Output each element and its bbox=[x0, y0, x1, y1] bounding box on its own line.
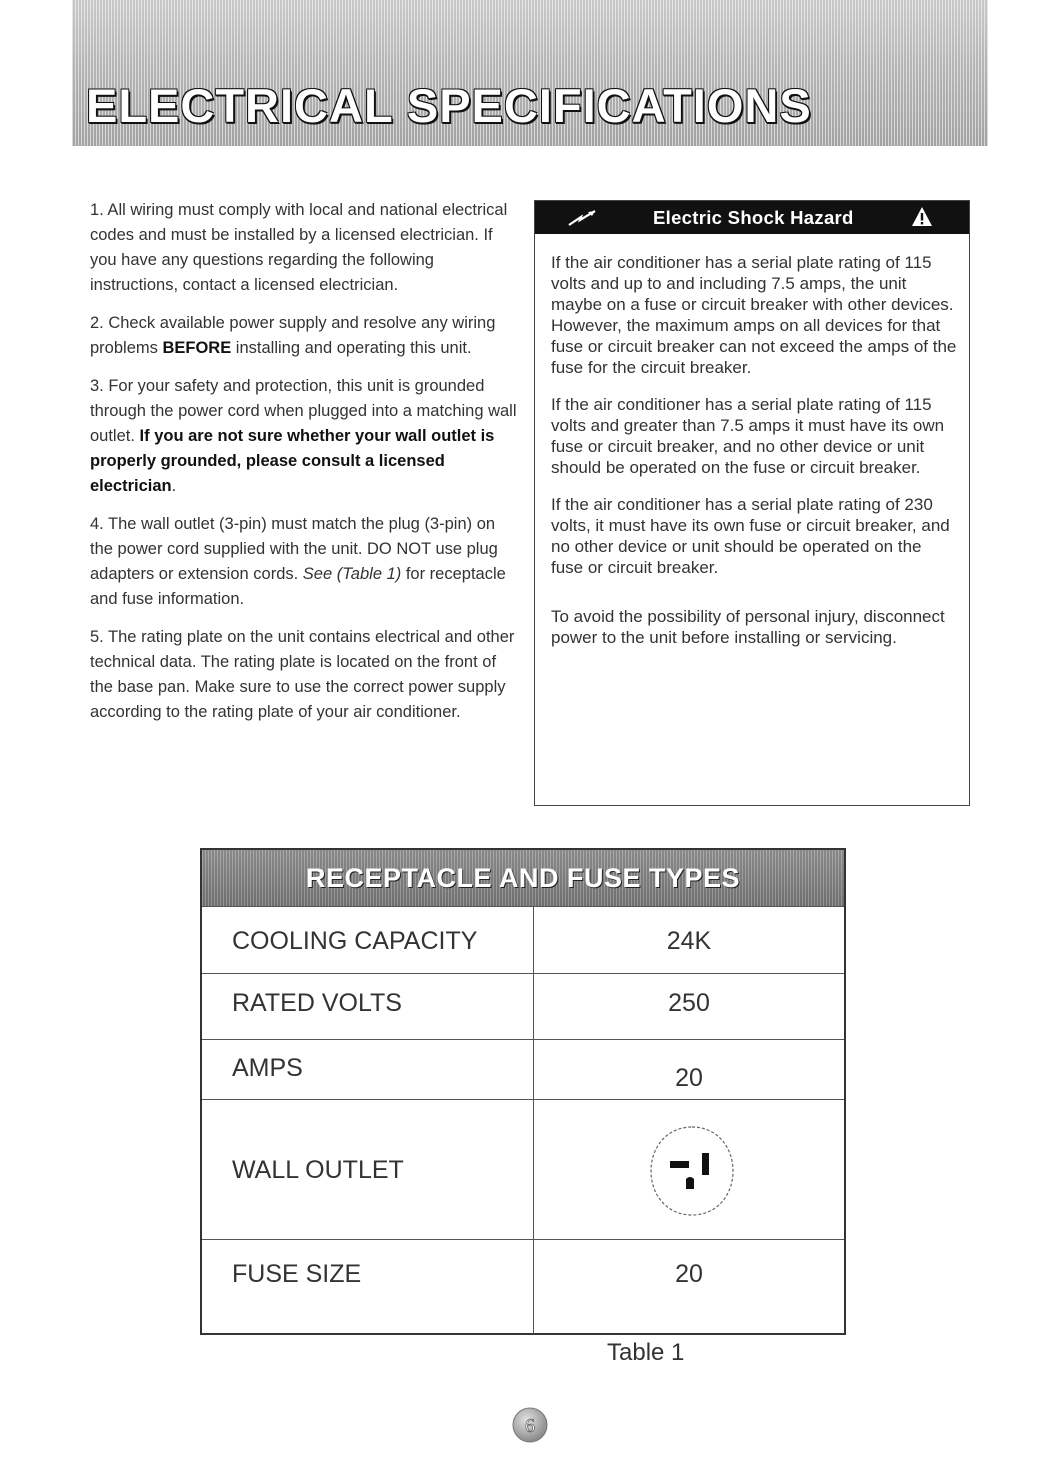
row-value: 20 bbox=[675, 1260, 703, 1288]
row-value: 20 bbox=[675, 1064, 703, 1092]
receptacle-fuse-table bbox=[200, 848, 846, 1335]
hazard-body bbox=[535, 234, 969, 648]
row-label: WALL OUTLET bbox=[202, 1100, 534, 1240]
row-label: RATED VOLTS bbox=[202, 974, 534, 1040]
table-row bbox=[202, 1239, 844, 1334]
page-title: ELECTRICAL SPECIFICATIONS bbox=[86, 79, 812, 132]
hazard-paragraph-4: To avoid the possibility of personal injury, disconnect power to the unit before installing or servicing. bbox=[551, 607, 945, 647]
instruction-4: 4. The wall outlet (3-pin) must match the plug (3-pin) on the power cord supplied with the unit. DO NOT use plug adapters or extension cords. See (Table 1) for receptacle and fuse information. bbox=[90, 515, 506, 608]
table-caption: Table 1 bbox=[607, 1339, 685, 1366]
header-banner bbox=[72, 0, 988, 146]
table-header bbox=[202, 850, 844, 906]
warning-triangle-icon bbox=[911, 206, 933, 228]
row-label: AMPS bbox=[202, 1040, 534, 1100]
row-value: 24K bbox=[666, 927, 712, 955]
row-label: COOLING CAPACITY bbox=[202, 907, 534, 974]
table-row bbox=[202, 1039, 844, 1100]
table-title: RECEPTACLE AND FUSE TYPES bbox=[305, 862, 741, 893]
hazard-paragraph-3: If the air conditioner has a serial plate rating of 230 volts, it must have its own fuse or circuit breaker, and no other device or unit should be operated on the fuse or circuit breaker. bbox=[551, 495, 950, 577]
hazard-paragraph-2: If the air conditioner has a serial plate rating of 115 volts and greater than 7.5 amps it must have its own fuse or circuit breaker, and no other device or unit should be operated on the fuse or circuit breaker. bbox=[551, 395, 945, 477]
instruction-3: 3. For your safety and protection, this unit is grounded through the power cord when plugged into a matching wall outlet. If you are not sure whether your wall outlet is properly grounded, please consult a licensed electrician. bbox=[90, 377, 517, 495]
lightning-bolt-icon bbox=[567, 208, 597, 228]
electric-shock-hazard-box bbox=[534, 200, 970, 806]
page-number: 6 bbox=[525, 1415, 535, 1437]
instruction-5: 5. The rating plate on the unit contains electrical and other technical data. The rating plate is located on the front of the base pan. Make sure to use the correct power supply according to the rating plate of your air conditioner. bbox=[90, 628, 515, 721]
row-label: FUSE SIZE bbox=[202, 1240, 534, 1334]
wall-outlet-icon bbox=[647, 1123, 737, 1219]
instruction-1: 1. All wiring must comply with local and national electrical codes and must be installed by a licensed electrician. If you have any questions regarding the following instructions, contact a licensed electrician. bbox=[90, 201, 508, 294]
hazard-paragraph-1: If the air conditioner has a serial plate rating of 115 volts and up to and including 7.5 amps, the unit maybe on a fuse or circuit breaker with other devices. However, the maximum amps on all devices for that fuse or circuit breaker can not exceed the amps of the fuse for the circuit breaker. bbox=[551, 253, 957, 377]
instruction-2: 2. Check available power supply and resolve any wiring problems BEFORE installing and operating this unit. bbox=[90, 314, 496, 357]
hazard-title: Electric Shock Hazard bbox=[653, 207, 854, 228]
table-row bbox=[202, 906, 844, 974]
row-value bbox=[534, 1100, 844, 1240]
instructions-list bbox=[90, 198, 520, 738]
table-row bbox=[202, 973, 844, 1040]
page-number-badge bbox=[511, 1406, 549, 1444]
row-value: 250 bbox=[668, 989, 710, 1017]
hazard-header bbox=[535, 201, 969, 234]
table-row bbox=[202, 1099, 844, 1240]
